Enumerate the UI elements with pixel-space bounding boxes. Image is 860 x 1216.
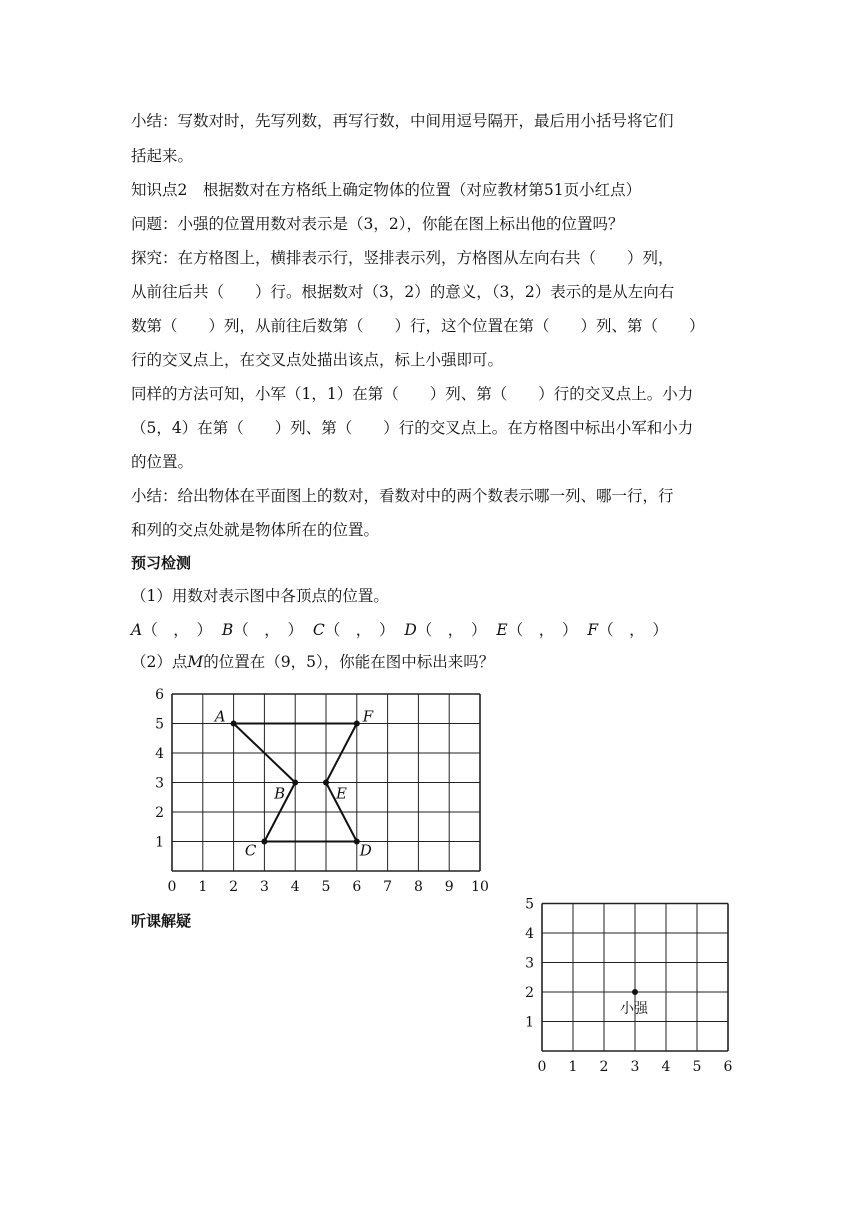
summary-line-1: 小结：写数对时，先写列数，再写行数，中间用逗号隔开，最后用小括号将它们 (131, 112, 674, 130)
vertex-point (292, 780, 298, 786)
x-tick-label: 10 (471, 879, 489, 895)
explore-line-1: 探究：在方格图上，横排表示行，竖排表示列，方格图从左向右共（ ）列， (131, 249, 674, 267)
x-tick-label: 5 (692, 1059, 702, 1075)
x-tick-label: 1 (568, 1059, 578, 1075)
vertex-blanks-row (131, 620, 668, 640)
preview-check-heading: 预习检测 (131, 554, 192, 572)
vertex-grid-diagram (150, 683, 500, 895)
x-tick-label: 1 (198, 879, 208, 895)
vertex-label: E (336, 784, 347, 803)
listen-heading: 听课解疑 (131, 912, 192, 930)
x-tick-label: 5 (321, 879, 331, 895)
explore-line-3: 数第（ ）列，从前往后数第（ ）行，这个位置在第（ ）列、第（ ） (131, 317, 705, 335)
x-tick-label: 7 (383, 879, 393, 895)
exercise-1: （1）用数对表示图中各顶点的位置。 (131, 587, 389, 605)
vertex-label: A (214, 707, 226, 726)
vertex-label: F (362, 707, 374, 726)
x-tick-label: 0 (167, 879, 177, 895)
vertex-point (632, 989, 638, 995)
conclusion-line-1: 小结：给出物体在平面图上的数对，看数对中的两个数表示哪一列、哪一行，行 (131, 487, 674, 505)
y-tick-label: 6 (155, 687, 164, 703)
explore-line-2: 从前往后共（ ）行。根据数对（3，2）的意义，（3，2）表示的是从左向右 (131, 283, 675, 301)
x-tick-label: 2 (229, 879, 239, 895)
y-tick-label: 2 (525, 985, 534, 1001)
blank-f: F（ ， ） (587, 621, 668, 639)
x-tick-label: 0 (537, 1059, 547, 1075)
y-tick-label: 2 (155, 805, 164, 821)
similar-line-3: 的位置。 (131, 453, 194, 471)
vertex-label: 小强 (620, 1001, 648, 1017)
explore-line-4: 行的交叉点上，在交叉点处描出该点，标上小强即可。 (131, 351, 504, 369)
vertex-label: B (274, 784, 286, 803)
vertex-point (261, 839, 267, 845)
vertex-point (354, 721, 360, 727)
similar-line-1: 同样的方法可知，小军（1，1）在第（ ）列、第（ ）行的交叉点上。小力 (131, 385, 694, 403)
y-tick-label: 4 (155, 746, 164, 762)
blank-c: C（ ， ） (312, 621, 395, 639)
blank-d: D（ ， ） (404, 621, 487, 639)
summary-line-2: 括起来。 (131, 147, 194, 165)
y-tick-label: 1 (155, 834, 164, 851)
vertex-label: D (359, 841, 372, 860)
vertex-point (231, 721, 237, 727)
blank-e: E（ ， ） (496, 621, 578, 639)
vertex-label: C (244, 841, 257, 860)
y-tick-label: 3 (155, 775, 164, 792)
x-tick-label: 3 (259, 879, 269, 895)
y-tick-label: 5 (155, 716, 164, 733)
xiaoqiang-grid-diagram (525, 893, 736, 1077)
x-tick-label: 9 (444, 879, 454, 895)
blank-b: B（ ， ） (221, 621, 303, 639)
exercise-2: （2）点M的位置在（9，5），你能在图中标出来吗？ (131, 653, 495, 671)
question-line: 问题：小强的位置用数对表示是（3，2），你能在图上标出他的位置吗？ (131, 215, 624, 233)
blank-a: A（ ， ） (131, 621, 212, 639)
vertex-point (323, 780, 329, 786)
x-tick-label: 2 (599, 1059, 609, 1075)
x-tick-label: 4 (290, 879, 300, 895)
y-tick-label: 1 (525, 1014, 534, 1031)
knowledge-point-2-heading: 知识点2 根据数对在方格纸上确定物体的位置（对应教材第51页小红点） (131, 181, 642, 199)
similar-line-2: （5，4）在第（ ）列、第（ ）行的交叉点上。在方格图中标出小军和小力 (131, 419, 694, 437)
y-tick-label: 3 (525, 955, 534, 972)
x-tick-label: 6 (723, 1059, 733, 1075)
x-tick-label: 3 (630, 1059, 640, 1075)
x-tick-label: 4 (661, 1059, 671, 1075)
x-tick-label: 8 (413, 879, 423, 895)
y-tick-label: 5 (525, 896, 534, 913)
conclusion-line-2: 和列的交点处就是物体所在的位置。 (131, 521, 380, 539)
y-tick-label: 4 (525, 926, 534, 942)
x-tick-label: 6 (352, 879, 362, 895)
